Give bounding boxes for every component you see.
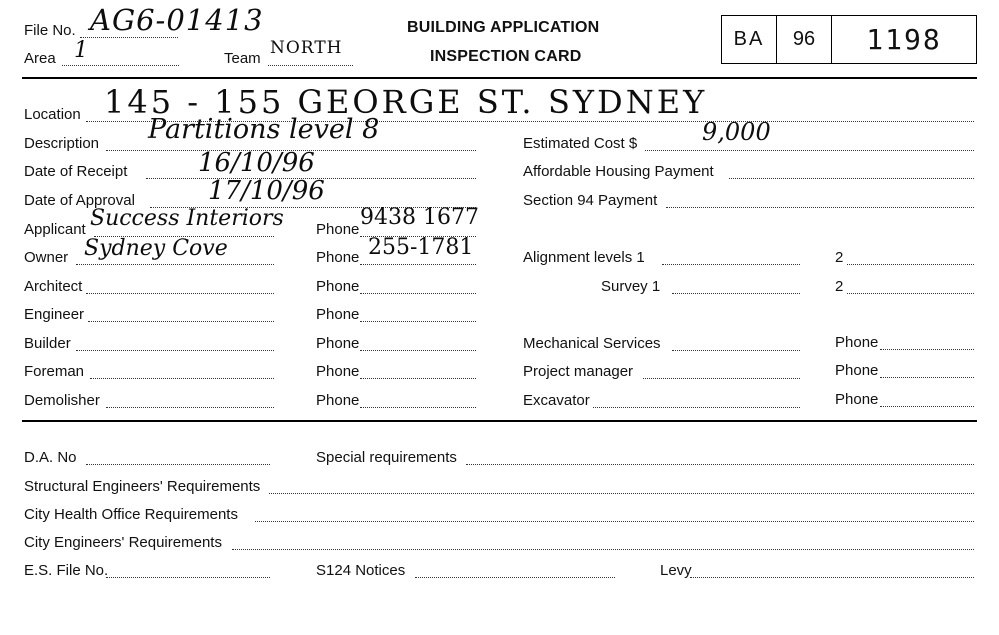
section94-label: Section 94 Payment	[523, 192, 658, 209]
alignment-levels-2-label: 2	[835, 249, 844, 266]
builder-phone-label: Phone	[316, 335, 360, 352]
engineer-phone-label: Phone	[316, 306, 360, 323]
card-title-line2: INSPECTION CARD	[430, 48, 582, 65]
survey-line-1	[672, 293, 800, 294]
owner-line	[76, 264, 274, 265]
s124-notices-label: S124 Notices	[316, 562, 406, 579]
receipt-label: Date of Receipt	[24, 163, 128, 180]
special-requirements-label: Special requirements	[316, 449, 457, 466]
engineer-label: Engineer	[24, 306, 85, 323]
excavator-label: Excavator	[523, 392, 590, 409]
estimated-cost-value: 9,000	[702, 118, 771, 146]
ba-reference-box	[721, 15, 977, 64]
builder-phone-line	[360, 350, 476, 351]
architect-label: Architect	[24, 278, 83, 295]
special-requirements-line	[466, 464, 974, 465]
foreman-phone-label: Phone	[316, 363, 360, 380]
project-manager-label: Project manager	[523, 363, 634, 380]
team-value: NORTH	[270, 38, 343, 58]
file-no-value: AG6-01413	[90, 3, 264, 37]
section94-line	[666, 207, 974, 208]
structural-requirements-line	[269, 493, 974, 494]
excavator-phone-line	[880, 406, 974, 407]
description-value: Partitions level 8	[148, 114, 380, 145]
file-no-line	[80, 37, 178, 38]
alignment-levels-line-2	[847, 264, 974, 265]
applicant-phone-label: Phone	[316, 221, 360, 238]
file-no-label: File No.	[24, 22, 76, 39]
architect-line	[86, 293, 274, 294]
demolisher-phone-label: Phone	[316, 392, 360, 409]
description-label: Description	[24, 135, 100, 152]
affordable-housing-line	[729, 178, 974, 179]
applicant-value: Success Interiors	[90, 206, 284, 231]
ba-prefix: BA	[722, 16, 777, 63]
architect-phone-label: Phone	[316, 278, 360, 295]
card-title-line1: BUILDING APPLICATION	[407, 19, 600, 36]
owner-phone-line	[360, 264, 476, 265]
city-engineers-requirements-line	[232, 549, 974, 550]
demolisher-line	[106, 407, 274, 408]
mechanical-phone-line	[880, 349, 974, 350]
foreman-label: Foreman	[24, 363, 85, 380]
da-no-label: D.A. No	[24, 449, 77, 466]
receipt-value: 16/10/96	[198, 148, 315, 178]
survey-label: Survey 1	[601, 278, 661, 295]
header-divider	[22, 77, 977, 79]
engineer-line	[88, 321, 274, 322]
applicant-label: Applicant	[24, 221, 86, 238]
owner-phone-value: 255-1781	[368, 235, 474, 260]
owner-label: Owner	[24, 249, 69, 266]
applicant-phone-value: 9438 1677	[360, 205, 479, 230]
levy-line	[690, 577, 974, 578]
estimated-cost-line	[645, 150, 974, 151]
es-file-no-label: E.S. File No.	[24, 562, 109, 579]
alignment-levels-line-1	[662, 264, 800, 265]
demolisher-label: Demolisher	[24, 392, 100, 409]
levy-label: Levy	[660, 562, 692, 579]
project-manager-phone-line	[880, 377, 974, 378]
approval-value: 17/10/96	[208, 176, 325, 206]
survey-line-2	[847, 293, 974, 294]
area-value: 1	[74, 38, 88, 63]
location-city: SYDNEY	[548, 83, 708, 121]
ba-year: 96	[777, 16, 832, 63]
alignment-levels-label: Alignment levels 1	[523, 249, 645, 266]
foreman-line	[90, 378, 274, 379]
location-label: Location	[24, 106, 81, 123]
ba-number: 1198	[866, 23, 942, 56]
builder-line	[76, 350, 274, 351]
health-requirements-label: City Health Office Requirements	[24, 506, 238, 523]
project-manager-phone-label: Phone	[835, 362, 879, 379]
team-line	[268, 65, 353, 66]
city-engineers-requirements-label: City Engineers' Requirements	[24, 534, 222, 551]
mechanical-phone-label: Phone	[835, 334, 879, 351]
estimated-cost-label: Estimated Cost $	[523, 135, 638, 152]
structural-requirements-label: Structural Engineers' Requirements	[24, 478, 261, 495]
team-label: Team	[224, 50, 261, 67]
footer-divider	[22, 420, 977, 422]
owner-value: Sydney Cove	[84, 236, 228, 261]
mechanical-services-label: Mechanical Services	[523, 335, 661, 352]
demolisher-phone-line	[360, 407, 476, 408]
affordable-housing-label: Affordable Housing Payment	[523, 163, 714, 180]
builder-label: Builder	[24, 335, 71, 352]
da-no-line	[86, 464, 270, 465]
approval-label: Date of Approval	[24, 192, 135, 209]
architect-phone-line	[360, 293, 476, 294]
project-manager-line	[643, 378, 800, 379]
engineer-phone-line	[360, 321, 476, 322]
area-line	[62, 65, 179, 66]
owner-phone-label: Phone	[316, 249, 360, 266]
location-value: 145 - 155 GEORGE ST.	[104, 83, 535, 121]
survey-2-label: 2	[835, 278, 844, 295]
area-label: Area	[24, 50, 56, 67]
excavator-line	[593, 407, 800, 408]
s124-notices-line	[415, 577, 615, 578]
foreman-phone-line	[360, 378, 476, 379]
excavator-phone-label: Phone	[835, 391, 879, 408]
mechanical-services-line	[672, 350, 800, 351]
health-requirements-line	[255, 521, 974, 522]
es-file-no-line	[106, 577, 270, 578]
